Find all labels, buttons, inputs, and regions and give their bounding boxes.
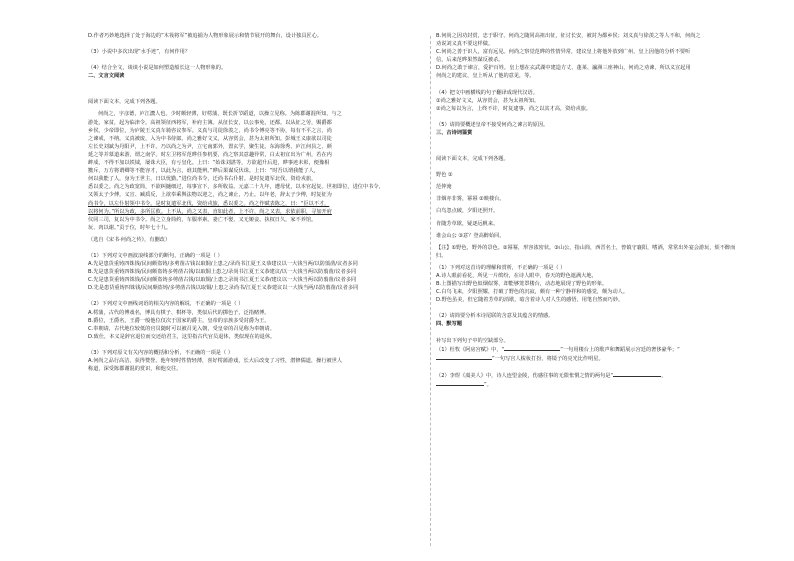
passage-line: 以将何为。”所以为政，多所匡救。上不从，尚之又表，直如此者，上不许，尚之又表，求依前职，寻加开府: [88, 208, 332, 215]
right-column: [436, 32, 736, 389]
passage-line: 尚书令，以左仆射领中书令。是时复遣军北伐，资给戎旅，悉以委之。尚之作赋表陈之，曰：“臣以不才，: [88, 200, 330, 207]
poem-line: 非烟亦非雾，幂幂 ②映楼台。: [436, 196, 505, 203]
option-d: D.野色虽美，但它随着芳草的消歇，暗含着诗人对人生的感悟，用笔自然而巧妙。: [436, 297, 624, 304]
question-option: D.作者巧妙地选择了处于海边的“木筏将军”被追捕为人物形象展示和情节展开的舞台，设计独具匠心。: [88, 33, 323, 39]
passage-line: 仪同三司，复以为中书令。尚之立身简约，车服率素。妻亡不娶，又无姬妾。执权日久，家不养馆。: [88, 216, 317, 223]
option-b: B.上图描写出野色似烟似雾，却能够笼罩楼台，动态地展现了野色的形象。: [436, 281, 608, 288]
option-c: C.先是患货重铸四铢钱/民间颇盗铸多剪凿古钱/以取铜/上患之录尚书江夏王义恭/建议以一大钱当两以防翦凿/议者多同: [88, 277, 357, 284]
question-stem: （2）下列对文中画线词语的相关内容的解说，不正确的一项是（ ）: [88, 301, 244, 308]
question-stem: （5）请简要概述皇帝不接受何尚之谏言的原因。: [436, 121, 549, 128]
passage-line: 又领太子少傅。义宣、臧质反，上欲奉乘舆法物以迎之，尚之谏止，乃止。以年老，辞太子少傅，时复征为: [88, 192, 332, 199]
poem-author: 范仲淹: [436, 184, 452, 191]
fill-question-text: ”。: [484, 381, 492, 388]
option-a-cont: 称道，深受陈郡谢混的赏识，和他交往。: [88, 366, 182, 373]
option-d: D.致仕，本义是辞官退位而交还给君主，这里指古代官员退休，类似现在的退休。: [88, 333, 276, 340]
reading-instruction: 阅读下面文本，完成下列各题。: [436, 156, 509, 163]
section-title: 四、默写题: [436, 321, 462, 328]
fill-question: [436, 345, 736, 354]
passage-line: 何以我能了人，身为王世主，日以忧勤。”进位尚书令，迁尚书右仆射。是时复遣军北伐，资给戎旅，: [88, 176, 317, 183]
passage-source: （选自《宋书·何尚之传》，有删改）: [88, 236, 171, 243]
passage-line: 衅成，不得不加以铁钺，屡诛大臣，有亏皇化。上曰：“始诛刘湛等，方欲超升后进，晔事迹未彰，便豫相: [88, 160, 330, 167]
poem-line: 谁会山公 ③意？登高醉始回。: [436, 232, 505, 239]
question-stem: （1）下列对这首诗的理解和赏析，不正确的一项是（ ）: [436, 264, 566, 271]
passage-line: 悉以委之。尚之为政宽简，不欲纠擿细过，每事宣下，多所收益。元嘉二十九年，遭母忧，以本官起复。世祖即位，进位中书令，: [88, 184, 384, 191]
question-stem: （4）结合全文，谈谈小说是如何塑造船长这一人物形象的。: [88, 65, 227, 72]
fill-question: [436, 371, 736, 380]
option-b: B.何尚之因功封赏，忠于职守。何尚之随同高祖出征，征讨长安，被封为都乡侯；刘义真与徐羡之等人不和，何尚之: [436, 33, 701, 39]
question-stem: （1）下列对文中画波浪线部分的断句，正确的一项是（ ）: [88, 252, 223, 259]
option-a: A.樗蒲，古代的博戏名，博具有棋子、棋杯等，类似后代的掷色子，泛指赌博。: [88, 309, 270, 316]
fill-instruction: 补写出下列句子中的空缺部分。: [436, 337, 509, 344]
translation-item: ①尚之雅好文义，从容赏会，甚为太祖所知。: [436, 97, 540, 104]
fill-question: [436, 354, 736, 363]
question-stem: （3）下列对原文有关内容的概括和分析，不正确的一项是（ ）: [88, 349, 234, 356]
option-d-cont: 何尚之的建议，皇上听从了他的意见，等。: [436, 73, 535, 80]
passage-line: 左长史刘斌为丹阳尹，上不许。乃以尚之为尹，立宅南郭外，置玄学，聚生徒。东海徐秀、庐江何县之、颜: [88, 143, 332, 150]
reading-instruction: 阅读下面文本，完成下列各题。: [88, 99, 161, 106]
fill-question-text: （2）李煜《虞美人》中，诗人连望金陵，伤感往事的无限怅惘之情的两句是“: [436, 372, 614, 379]
passage-line: 之谏戒，不纳。义真被废，入为中书侍郎。尚之雅好文义，从容赏会，甚为太祖所知。彭城王义康欲以司徒: [88, 135, 332, 142]
answer-blank[interactable]: [613, 371, 661, 377]
poem-line: 白鸟忽点破，夕阳还照开。: [436, 208, 499, 215]
passage-line: 玩、肉以谢。”贡于位，时年七十九。: [88, 224, 172, 231]
question-stem: （3）小说中多次出现“水手迹”，有何作用？: [88, 49, 191, 56]
option-c: C.白鸟飞来，夕阳照耀，打破了野色的沉寂，颇有一种宁静祥和的感觉，颇为动人。: [436, 289, 629, 296]
option-b-cont: 劝说刘义真不要这样做。: [436, 41, 494, 48]
classical-passage: [88, 110, 424, 231]
answer-blank[interactable]: [504, 345, 560, 351]
section-title: 二、文言文阅读: [88, 73, 125, 80]
translation-item: ②尚之每以为言，上终不许，时复逮事，尚之以其才高，资给戎旅。: [436, 105, 592, 112]
poem-title: 野色 ①: [436, 172, 453, 179]
option-c-cont: 信，后来范晔果然谋反被杀。: [436, 57, 504, 64]
option-b: B.先是患货重铸四铢钱/民间颇盗铸多剪凿古钱/以取铜上患之/录尚书江夏王义恭建议/以一大钱当两以防翦凿/议者多同: [88, 269, 357, 276]
question-stem: （4）把文中画横线的句子翻译成现代汉语。: [436, 89, 538, 96]
passage-line: 乡侯。少帝即位，为庐陵王义真车骑咨议参军。义真与司徒徐羡之、尚书令傅亮等不协，每有不平之言，尚: [88, 127, 332, 134]
section-title: 三、古诗词鉴赏: [436, 129, 473, 136]
fill-question: [436, 380, 736, 389]
left-column: [88, 32, 424, 373]
passage-line: 游处。家贫，起为临津令。高祖领征西将军，补府主簿。从征长安，以公事免，还都。以从征之劳，赐爵都: [88, 119, 332, 126]
option-c: C.奉朝请，古代地位较低的官员随时可以被召见入朝，受皇帝的召见称为奉朝请。: [88, 325, 275, 332]
poem-line: 肯随芳草歇，疑逐远帆来。: [436, 220, 499, 227]
option-b: B.爵位，王爵名，王爵一般他位仅次于国家的爵主，皇帝的亲族多受封爵为王。: [88, 317, 270, 324]
option-d: D.先是患货重铸四铢钱/民间颇盗铸/多剪凿古钱以取铜/上患之录尚书/江夏王义恭建议以一大钱当两/以防翦凿/议者多同: [88, 285, 359, 292]
passage-line: 黜斥，万方将谓卿等不能容才，以此为言，谁其能辨。”晔后果谋反伏诛。上曰：“时吾以谓我能了人，: [88, 168, 320, 175]
passage-line: 何尚之，字彦德，庐江灊人也。少时颇轻薄，好樗蒲，既长折节蹈道，以操立见称。为陈郡谢混所知，与之: [98, 111, 342, 118]
option-d: D.何尚之敢于谏言，爱护百姓。皇上想在玄武湖中建造方丈、蓬莱、瀛洲三座神山，何尚之劝谏，所以义宣起用: [436, 65, 691, 72]
answer-blank[interactable]: [436, 354, 492, 360]
fill-question-text: ”一句用楼台上的歌声和舞蹈展示宫廷的奢侈豪华；“: [560, 346, 680, 353]
passage-line: 延之等并慕道来游，谓之南学。时左卫将军范晔任参机要，尚之察其意趣异常，白太祖宜出为广州，若在内: [88, 151, 332, 158]
column-divider: [430, 36, 431, 546]
answer-blank[interactable]: [436, 380, 484, 386]
option-a: A.何尚之品行高洁，获得赞誉。他年轻时性情轻薄，喜好樗蒲游戏，长大后改变了习性，潜修儒道，操行被世人: [88, 358, 343, 364]
question-stem: （2）请简要分析本诗尾联的含意及其蕴含的情感。: [436, 313, 554, 320]
fill-question-text: （1）杜牧《阿房宫赋》中，“: [436, 346, 505, 353]
option-a: A.先是患货重铸四铢钱/民间颇盗铸/多剪凿古钱以取铜/上患之/录尚书江夏王义恭建议以一大钱当两/以防翦凿/议者多同: [88, 261, 358, 268]
fill-question-text: ，: [661, 372, 667, 379]
option-c: C.何尚之善于识人，富有远见。何尚之察觉范晔的性情异常，建议皇上将他外放到广州，皇上因他的分析不要听: [436, 49, 691, 56]
option-a: A.诗人眼前看花，所见一片缤纷，在诗人眼中，春天的野色遮满大地，: [436, 272, 597, 279]
poem-notes: 【注】①野色，野外的景色。②幂幂，形容浓密状。③山公，指山简，西晋名士，曾镇守襄阳，嗜酒，常常出外宴会游玩，烦不醉而归。: [436, 244, 736, 259]
fill-question-text: ”一句写宫人梳妆打扮，将镜子的亮光比作明星。: [492, 355, 604, 362]
